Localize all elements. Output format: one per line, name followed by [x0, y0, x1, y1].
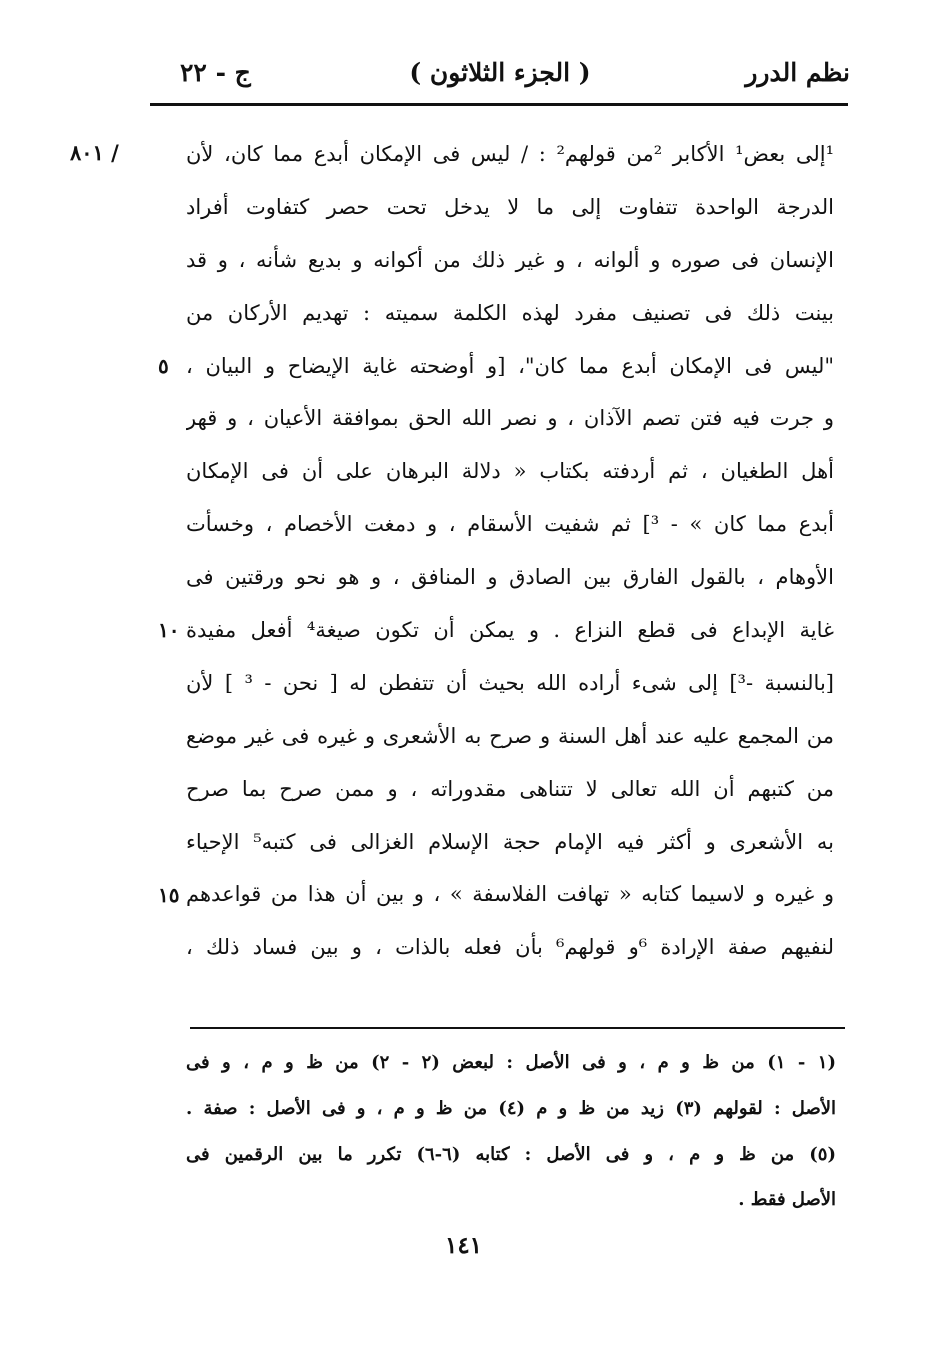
text-line: الإنسان فى صوره و ألوانه ، و غير ذلك من أكوانه و بديع شأنه ، و قد [186, 247, 834, 272]
footnote-line: الأصل فقط . [738, 1189, 836, 1211]
text-line: الأوهام ، بالقول الفارق بين الصادق و المنافق ، و هو نحو ورقتين فى [186, 565, 834, 590]
text-line: لنفيهم صفة الإرادة ⁶و قولهم⁶ بأن فعله بالذات ، و بين فساد ذلك ، [186, 935, 834, 960]
footnotes [186, 1040, 836, 1223]
text-line: أهل الطغيان ، ثم أردفته بكتاب « دلالة البرهان على أن فى الإمكان [186, 459, 834, 484]
text-line: [بالنسبة -³] إلى شىء أراده الله بحيث أن تتفطن له [ نحن - ³ ] لأن [186, 670, 834, 695]
text-line: به الأشعرى و أكثر فيه الإمام حجة الإسلام الغزالى فى كتبه⁵ الإحياء [186, 829, 834, 854]
line-number: ١٥ [158, 882, 180, 907]
main-text [186, 128, 834, 974]
text-line: ¹إلى بعض¹ الأكابر ²من قولهم² : / ليس فى الإمكان أبدع مما كان، لأن [186, 142, 834, 166]
text-line: من المجمع عليه عند أهل السنة و صرح به الأشعرى و غيره فى غير موضع [186, 723, 834, 748]
footnote-rule [190, 1027, 845, 1029]
text-line: "ليس فى الإمكان أبدع مما كان"، [و أوضحته غاية الإيضاح و البيان ، [186, 353, 834, 378]
part-title: ( الجزء الثلاثون ) [409, 58, 591, 87]
running-header [150, 52, 850, 98]
text-line: الدرجة الواحدة تتفاوت إلى ما لا يدخل تحت حصر كتفاوت أفراد [186, 194, 834, 219]
line-number: ١٠ [158, 618, 180, 643]
footnote-line: (١ - ١) من ظ و م ، و فى الأصل : لبعض (٢ - ٢) من ظ و م ، و فى [186, 1052, 836, 1073]
footnote-line: الأصل : لقولهم (٣) زيد من ظ و م (٤) من ظ و م ، و فى الأصل : صفة . [186, 1097, 836, 1119]
text-line: و جرت فيه فتن تصم الآذان ، و نصر الله الحق بموافقة الأعيان ، و قهر [186, 406, 834, 431]
text-line: بينت ذلك فى تصنيف مفرد لهذه الكلمة سميته : تهديم الأركان من [186, 300, 834, 325]
text-line: أبدع مما كان » - ³] ثم شفيت الأسقام ، و دمغت الأخصام ، وخسأت [186, 512, 834, 537]
header-rule [150, 103, 848, 106]
text-line: من كتبهم أن الله تعالى لا تتناهى مقدوراته ، و ممن صرح بما صرح [186, 776, 834, 801]
page-number: ١٤١ [444, 1232, 483, 1259]
volume-ref: ج - ٢٢ [180, 58, 251, 87]
footnote-line: (٥) من ظ و م ، و فى الأصل : كتابه (٦-٦) تكرر ما بين الرقمين فى [186, 1143, 836, 1165]
book-title: نظم الدرر [745, 58, 850, 87]
manuscript-folio-ref: ٨٠١ / [70, 140, 119, 165]
line-number: ٥ [158, 353, 169, 378]
text-line: و غيره و لاسيما كتابه « تهافت الفلاسفة » ، و بين أن هذا من قواعدهم [186, 882, 834, 907]
text-line: غاية الإبداع فى قطع النزاع . و يمكن أن تكون صيغة⁴ أفعل مفيدة [186, 618, 834, 643]
